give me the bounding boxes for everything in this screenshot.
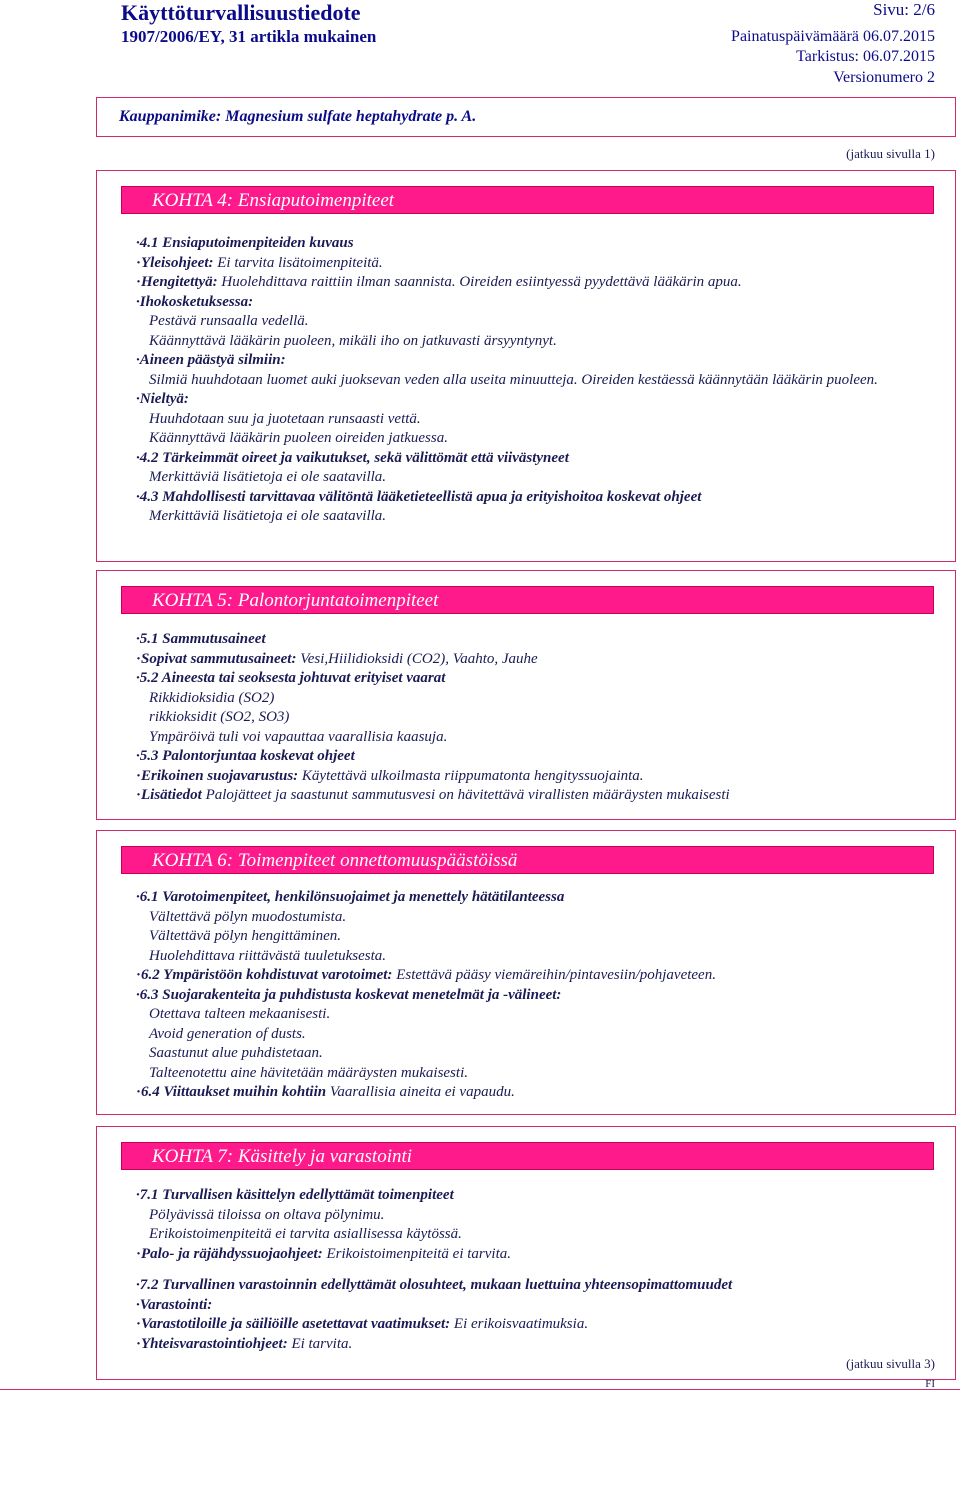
general-info-line: · Yleisohjeet: Ei tarvita lisätoimenpiteitä. — [136, 254, 935, 274]
storage-requirements-line: · Varastotiloille ja säiliöille asetettavat vaatimukset: Ei erikoisvaatimuksia. — [136, 1315, 935, 1335]
heading-7-2: · 7.2 Turvallinen varastoinnin edellyttämät olosuhteet, mukaan luettuina yhteensopimattomuudet — [136, 1276, 935, 1296]
additional-info-line: · Lisätiedot Palojätteet ja saastunut sammutusvesi on hävitettävä virallisten määräysten mukaisesti — [136, 786, 935, 806]
heading-5-2: · 5.2 Aineesta tai seoksesta johtuvat erityiset vaarat — [136, 669, 935, 689]
environmental-precautions-line: · 6.2 Ympäristöön kohdistuvat varotoimet: Estettävä pääsy viemäreihin/pintavesiin/pohjaveteen. — [136, 966, 935, 986]
fire-protection-line: · Palo- ja räjähdyssuojaohjeet: Erikoistoimenpiteitä ei tarvita. — [136, 1245, 935, 1265]
hazard-item: Ympäröivä tuli voi vapauttaa vaarallisia kaasuja. — [149, 728, 448, 745]
text-4-3: Merkittäviä lisätietoja ei ole saatavilla. — [149, 508, 387, 524]
section-7 — [96, 1126, 956, 1380]
precaution-item: Vältettävä pölyn muodostumista. — [149, 908, 347, 925]
document-title: Käyttöturvallisuustiedote — [121, 0, 361, 25]
section-6 — [96, 830, 956, 1115]
handling-item: Pölyävissä tiloissa on oltava pölynimu. — [149, 1206, 385, 1223]
revision-date: Tarkistus: 06.07.2015 — [796, 48, 935, 65]
eye-contact-label: · Aineen päästyä silmiin: — [136, 351, 935, 371]
heading-6-3: · 6.3 Suojarakenteita ja puhdistusta koskevat menetelmät ja -välineet: — [136, 986, 935, 1006]
skin-instruction: Käännyttävä lääkärin puoleen, mikäli iho on jatkuvasti ärsyyntynyt. — [149, 332, 557, 349]
text-4-2: Merkittäviä lisätietoja ei ole saatavilla. — [149, 469, 387, 485]
heading-4-2: · 4.2 Tärkeimmät oireet ja vaikutukset, sekä välittömät että viivästyneet — [136, 449, 935, 469]
inhalation-line: · Hengitettyä: Huolehdittava raittiin ilman saannista. Oireiden esiintyessä pyydettävä lääkärin apua. — [136, 273, 935, 293]
precaution-item: Vältettävä pölyn hengittäminen. — [149, 928, 342, 944]
cleanup-item: Saastunut alue puhdistetaan. — [149, 1045, 323, 1061]
protective-equipment-line: · Erikoinen suojavarustus: Käytettävä ulkoilmasta riippumatonta hengityssuojainta. — [136, 767, 935, 787]
joint-storage-line: · Yhteisvarastointiohjeet: Ei tarvita. — [136, 1335, 935, 1355]
hazard-item: Rikkidioksidia (SO2) — [149, 689, 275, 706]
ingestion-instruction: Huuhdotaan suu ja juotetaan runsaasti vettä. — [149, 410, 421, 427]
cleanup-item: Otettava talteen mekaanisesti. — [149, 1006, 331, 1022]
section-5-title: KOHTA 5: Palontorjuntatoimenpiteet — [121, 586, 934, 614]
trade-name: Kauppanimike: Magnesium sulfate heptahydrate p. A. — [119, 108, 477, 125]
eye-instruction: Silmiä huuhdotaan luomet auki juoksevan veden alla useita minuutteja. Oireiden kestäessä käännytään lääkärin puoleen. — [149, 371, 878, 388]
continued-from-note: (jatkuu sivulla 1) — [846, 146, 935, 161]
language-code: FI — [925, 1378, 935, 1390]
ingestion-label: · Nieltyä: — [136, 390, 935, 410]
heading-5-1: · 5.1 Sammutusaineet — [136, 630, 935, 650]
ingestion-instruction: Käännyttävä lääkärin puoleen oireiden jatkuessa. — [149, 430, 448, 446]
hazard-item: rikkioksidit (SO2, SO3) — [149, 709, 290, 725]
precaution-item: Huolehdittava riittävästä tuuletuksesta. — [149, 947, 387, 964]
references-line: · 6.4 Viittaukset muihin kohtiin Vaarallisia aineita ei vapaudu. — [136, 1083, 935, 1103]
heading-4-1: · 4.1 Ensiaputoimenpiteiden kuvaus — [136, 234, 935, 254]
section-4 — [96, 170, 956, 562]
heading-7-1: · 7.1 Turvallisen käsittelyn edellyttämät toimenpiteet — [136, 1186, 935, 1206]
section-5 — [96, 570, 956, 820]
continued-to-note: (jatkuu sivulla 3) — [846, 1356, 935, 1371]
print-date: Painatuspäivämäärä 06.07.2015 — [731, 28, 935, 45]
heading-6-1: · 6.1 Varotoimenpiteet, henkilönsuojaimet ja menettely hätätilanteessa — [136, 888, 935, 908]
regulation-subtitle: 1907/2006/EY, 31 artikla mukainen — [121, 27, 377, 46]
section-4-title: KOHTA 4: Ensiaputoimenpiteet — [121, 186, 934, 214]
section-7-title: KOHTA 7: Käsittely ja varastointi — [121, 1142, 934, 1170]
trade-name-box — [96, 97, 956, 137]
skin-contact-label: · Ihokosketuksessa: — [136, 293, 935, 313]
extinguishing-media-line: · Sopivat sammutusaineet: Vesi,Hiilidioksidi (CO2), Vaahto, Jauhe — [136, 650, 935, 670]
cleanup-item: Talteenotettu aine hävitetään määräysten mukaisesti. — [149, 1064, 468, 1081]
storage-label: · Varastointi: — [136, 1296, 935, 1316]
cleanup-item: Avoid generation of dusts. — [149, 1025, 306, 1042]
skin-instruction: Pestävä runsaalla vedellä. — [149, 313, 309, 329]
section-6-title: KOHTA 6: Toimenpiteet onnettomuuspäästöissä — [121, 846, 934, 874]
page-number: Sivu: 2/6 — [873, 0, 935, 19]
version-number: Versionumero 2 — [833, 69, 935, 86]
heading-5-3: · 5.3 Palontorjuntaa koskevat ohjeet — [136, 747, 935, 767]
heading-4-3: · 4.3 Mahdollisesti tarvittavaa välitöntä lääketieteellistä apua ja erityishoitoa koskevat ohjeet — [136, 488, 935, 508]
footer-divider — [0, 1389, 960, 1390]
handling-item: Erikoistoimenpiteitä ei tarvita asiallisessa käytössä. — [149, 1226, 462, 1242]
